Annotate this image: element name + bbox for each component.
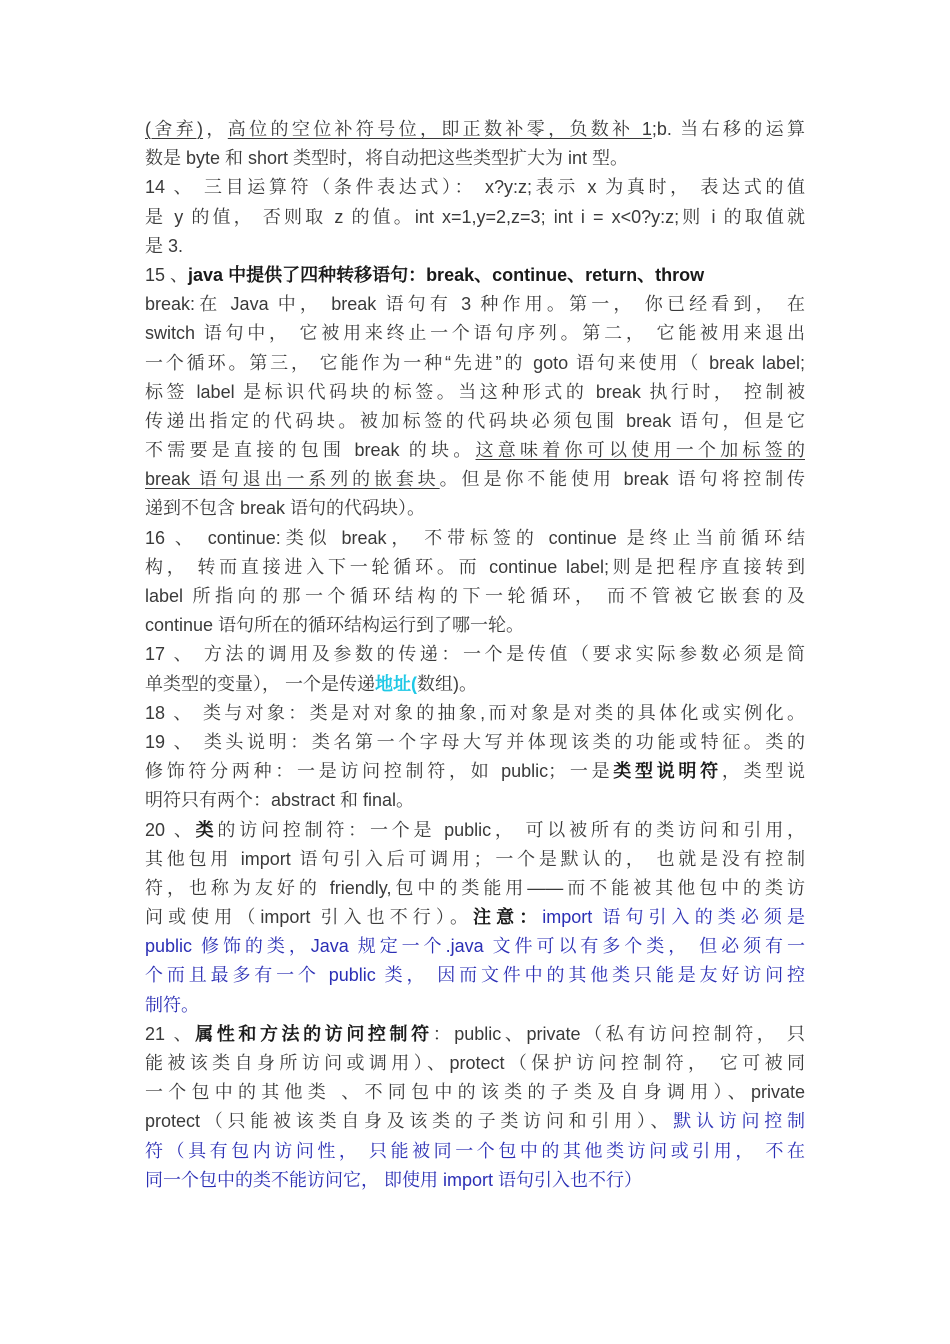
text-line [145, 349, 805, 378]
text-run: 的访问控制符：一个是 public， 可以被所有的类访问和引用， [217, 819, 806, 840]
text-run: 修饰符分两种：一是访问控制符，如 public；一是 [145, 761, 614, 782]
text-run: 标签 label 是标识代码块的标签。当这种形式的 break 执行时， 控制被 [145, 381, 805, 402]
text-line [145, 261, 805, 290]
text-line [145, 1137, 805, 1166]
text-line [145, 173, 805, 202]
text-line [145, 932, 805, 961]
underlined-text: 高位的空位补符号位，即正数补零，负数补 1 [227, 119, 652, 139]
text-line [145, 786, 805, 815]
text-run: 数是 byte 和 short 类型时，将自动把这些类型扩大为 int 型。 [145, 148, 629, 169]
text-run: 19 、 类头说明：类名第一个字母大写并体现该类的功能或特征。类的 [145, 731, 805, 752]
text-run: 其他包用 import 语句引入后可调用；一个是默认的， 也就是没有控制 [145, 848, 805, 869]
document-body [145, 115, 805, 1195]
text-run: 是 y 的值， 否则取 z 的值。int x=1,y=2,z=3; int i = x<0?y:z;则 i 的取值就 [145, 206, 805, 227]
text-line [145, 845, 805, 874]
text-line [145, 436, 805, 465]
text-run: 15 、 [145, 264, 189, 285]
highlighted-text: public 修饰的类，Java 规定一个.java 文件可以有多个类， 但必须有一 [145, 936, 805, 957]
text-line [145, 874, 805, 903]
text-run: ：public、private（私有访问控制符， 只 [432, 1023, 805, 1044]
text-line [145, 290, 805, 319]
text-line [145, 699, 805, 728]
text-run: 21 、 [145, 1023, 196, 1044]
text-line [145, 816, 805, 845]
text-run: protect（只能被该类自身及该类的子类访问和引用）、 [145, 1111, 674, 1132]
text-run: 符，也称为友好的 friendly,包中的类能用——而不能被其他包中的类访 [145, 877, 805, 898]
text-run: 单类型的变量）， 一个是传递 [145, 673, 375, 694]
highlighted-text: import 语句引入的类必须是 [542, 907, 806, 928]
bold-text: 注意： [473, 907, 543, 928]
text-run: 18 、 类与对象：类是对对象的抽象,而对象是对类的具体化或实例化。 [145, 702, 805, 723]
text-run: 递到不包含 break 语句的代码块）。 [145, 498, 426, 519]
text-run: 17 、 方法的调用及参数的传递：一个是传值（要求实际参数必须是简 [145, 644, 805, 665]
text-line [145, 553, 805, 582]
highlighted-text: 同一个包中的类不能访问它， 即使用 import 语句引入也不行） [145, 1169, 643, 1190]
text-line [145, 378, 805, 407]
text-run: ，类型说 [721, 761, 806, 782]
text-line [145, 961, 805, 990]
text-line [145, 524, 805, 553]
text-run: 明符只有两个：abstract 和 final。 [145, 790, 415, 811]
text-line [145, 582, 805, 611]
text-line [145, 670, 805, 699]
text-run: 一个循环。第三， 它能作为一种“先进”的 goto 语句来使用（ break label; [145, 352, 805, 373]
text-run: 传递出指定的代码块。被加标签的代码块必须包围 break 语句，但是它 [145, 410, 805, 431]
text-run: label 所指向的那一个循环结构的下一轮循环， 而不管被它嵌套的及 [145, 586, 805, 606]
text-line [145, 203, 805, 232]
text-run: 14 、 三目运算符（条件表达式）： x?y:z;表示 x 为真时， 表达式的值 [145, 177, 805, 198]
highlighted-text: 符（具有包内访问性， 只能被同一个包中的其他类访问或引用， 不在 [145, 1140, 805, 1161]
text-run: ;b. 当右移的运算 [651, 119, 806, 139]
highlighted-text: 默认访问控制 [673, 1111, 805, 1132]
text-line [145, 465, 805, 494]
text-line [145, 1078, 805, 1107]
text-line [145, 728, 805, 757]
text-line [145, 1020, 805, 1049]
bold-text: 属性和方法的访问控制符 [195, 1023, 433, 1044]
underlined-text: break 语句退出一系列的嵌套块 [145, 469, 440, 490]
text-line [145, 1107, 805, 1136]
text-run: ， [203, 119, 228, 139]
underlined-text: 这意味着你可以使用一个加标签的 [475, 440, 805, 461]
text-line [145, 144, 805, 173]
text-run: 能被该类自身所访问或调用）、protect（保护访问控制符， 它可被同 [145, 1053, 805, 1073]
underlined-text: (舍弃) [145, 119, 204, 139]
bold-text: 类 [195, 819, 218, 840]
text-run: 是 3. [145, 235, 184, 256]
text-line [145, 903, 805, 932]
text-line [145, 611, 805, 640]
text-run: 数组)。 [417, 673, 477, 694]
text-run: 一个包中的其他类 、不同包中的该类的子类及自身调用）、private [145, 1082, 805, 1103]
text-run: 16 、 continue:类似 break， 不带标签的 continue 是终止当前循环结 [145, 527, 805, 548]
text-run: break:在 Java 中， break 语句有 3 种作用。第一， 你已经看到， 在 [145, 294, 805, 315]
text-line [145, 232, 805, 261]
bold-text: 类型说明符 [613, 761, 722, 782]
text-line [145, 1166, 805, 1195]
highlighted-text: 制符。 [145, 994, 199, 1015]
text-run: 问或使用（import 引入也不行）。 [145, 907, 474, 928]
text-run: 构， 转而直接进入下一轮循环。而 continue label;则是把程序直接转到 [145, 556, 805, 577]
text-line [145, 407, 805, 436]
text-run: 。但是你不能使用 break 语句将控制传 [439, 469, 805, 490]
text-line [145, 1049, 805, 1078]
highlighted-text: 个而且最多有一个 public 类， 因而文件中的其他类只能是友好访问控 [145, 965, 805, 986]
text-run: 20 、 [145, 819, 196, 840]
bold-text: java 中提供了四种转移语句：break、continue、return、throw [188, 264, 705, 285]
text-run: 不需要是直接的包围 break 的块。 [145, 440, 476, 461]
text-line [145, 757, 805, 786]
text-line [145, 494, 805, 523]
text-line [145, 640, 805, 669]
text-line [145, 991, 805, 1020]
highlighted-text: 地址( [375, 673, 417, 694]
text-line [145, 319, 805, 348]
text-run: switch 语句中， 它被用来终止一个语句序列。第二， 它能被用来退出 [145, 323, 805, 344]
text-line [145, 115, 805, 144]
text-run: continue 语句所在的循环结构运行到了哪一轮。 [145, 615, 525, 636]
